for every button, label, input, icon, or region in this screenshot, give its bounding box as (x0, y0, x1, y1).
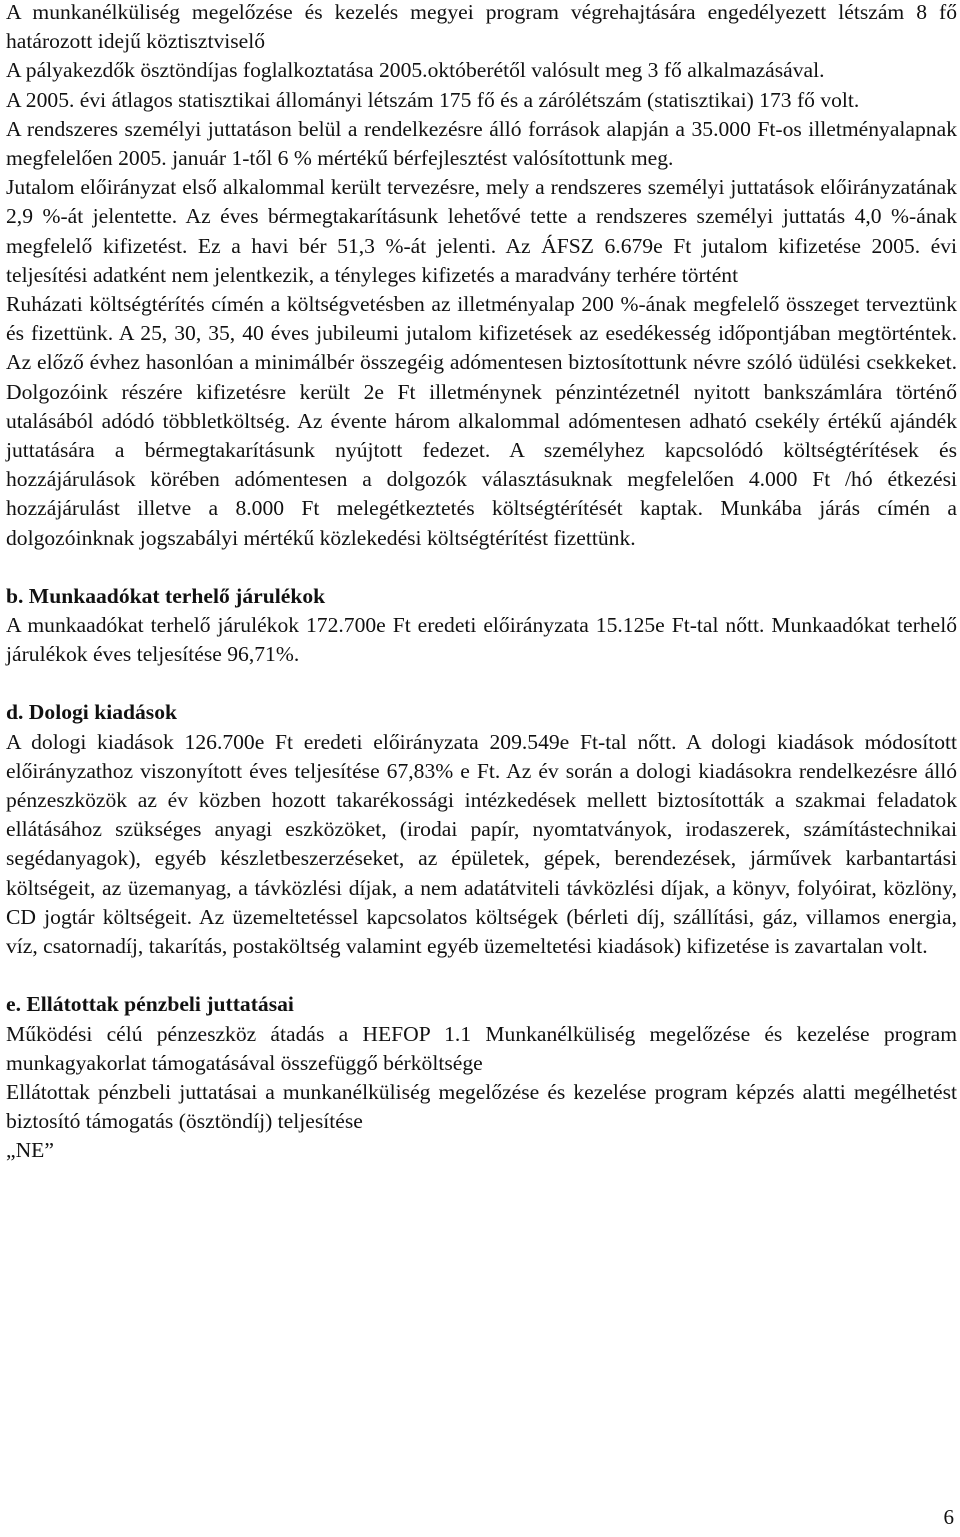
section-d-heading: d. Dologi kiadások (6, 700, 178, 725)
section-b-paragraph: A munkaadókat terhelő járulékok 172.700e Ft eredeti előirányzata 15.125e Ft-tal nőtt. Munkaadókat terhelő járulékok éves teljesítése 96,71%. (6, 613, 957, 667)
section-b-heading: b. Munkaadókat terhelő járulékok (6, 583, 326, 608)
paragraph-headcount: A 2005. évi átlagos statisztikai állományi létszám 175 fő és a zárólétszám (statisztikai) 173 fő volt. (6, 87, 860, 112)
section-e-note: „NE” (6, 1138, 54, 1163)
paragraph-salary-development: A rendszeres személyi juttatáson belül a rendelkezésre álló források alapján a 35.000 Ft-os illetményalapnak megfelelően 2005. január 1-től 6 % mértékű bérfejlesztést valósítottunk meg. (6, 116, 957, 171)
section-d-paragraph: A dologi kiadások 126.700e Ft eredeti előirányzata 209.549e Ft-tal nőtt. A dologi kiadások módosított előirányzathoz viszonyított éves teljesítése 67,83% e Ft. Az év során a dologi kiadásokra rendelkezésre álló pénzeszközök az év közben hozott takarékossági intézkedések mellett biztosították a szakmai feladatok ellátásához szükséges anyagi eszközöket, (irodai papír, nyomtatványok, irodaszerek, számítástechnikai segédanyagok), egyéb készletbeszerzéseket, az épületek, gépek, berendezések, járművek karbantartási költségeit, az üzemanyag, a távközlési díjak, a nem adatátviteli távközlési díjak, a könyv, folyóirat, közlöny, CD jogtár költségeit. Az üzemeltetéssel kapcsolatos költségek (bérleti díj, szállítási, gáz, villamos energia, víz, csatornadíj, takarítás, postaköltség valamint egyéb üzemeltetési kiadások) kifizetése is zavartalan volt. (6, 729, 957, 959)
paragraph-bonus: Jutalom előirányzat első alkalommal került tervezésre, mely a rendszeres személyi juttatások előirányzatának 2,9 %-át jelentette. Az éves bérmegtakarításunk lehetővé tette a rendszeres személyi juttatás 4,0 %-ának megfelelő kifizetést. Ez a havi bér 51,3 %-át jelenti. Az ÁFSZ 6.679e Ft jutalom kifizetése 2005. évi teljesítési adatként nem jelentkezik, a tényleges kifizetés a maradvány terhére történt (6, 175, 957, 287)
spacer (6, 961, 957, 990)
section-e-heading: e. Ellátottak pénzbeli juttatásai (6, 992, 294, 1017)
page-number: 6 (943, 1505, 954, 1529)
spacer (6, 669, 957, 698)
document-body (6, 0, 957, 1166)
paragraph-staffing: A munkanélküliség megelőzése és kezelés megyei program végrehajtására engedélyezett létszám 8 fő határozott idejű köztisztviselő (6, 0, 957, 54)
section-e-paragraph-hefop: Működési célú pénzeszköz átadás a HEFOP 1.1 Munkanélküliség megelőzése és kezelése program munkagyakorlat támogatásával összefüggő bérköltsége (6, 1021, 957, 1075)
spacer (6, 553, 957, 582)
paragraph-allowances: Ruházati költségtérítés címén a költségvetésben az illetményalap 200 %-ának megfelelő összeget terveztünk és fizettünk. A 25, 30, 35, 40 éves jubileumi jutalom kifizetések az esedékesség időpontjában megtörténtek. Az előző évhez hasonlóan a minimálbér összegéig adómentesen biztosítottunk névre szóló üdülési csekkeket. Dolgozóink részére kifizetésre került 2e Ft illetménynek pénzintézetnél nyitott bankszámlára történő utalásából adódó többletköltség. Az évente három alkalommal adómentesen adható csekély értékű ajándék juttatására a bérmegtakarításunk nyújtott fedezet. A személyhez kapcsolódó költségtérítések és hozzájárulások körében adómentesen a dolgozók választásuknak megfelelően 4.000 Ft /hó étkezési hozzájárulást illetve a 8.000 Ft melegétkeztetés költségtérítését kaptak. Munkába járás címén a dolgozóinknak jogszabályi mértékű közlekedési költségtérítést fizettünk. (6, 292, 957, 550)
section-e-paragraph-stipend: Ellátottak pénzbeli juttatásai a munkanélküliség megelőzése és kezelése program képzés alatti megélhetést biztosító támogatás (ösztöndíj) teljesítése (6, 1079, 957, 1134)
paragraph-career-starters: A pályakezdők ösztöndíjas foglalkoztatása 2005.októberétől valósult meg 3 fő alkalmazásával. (6, 58, 825, 83)
